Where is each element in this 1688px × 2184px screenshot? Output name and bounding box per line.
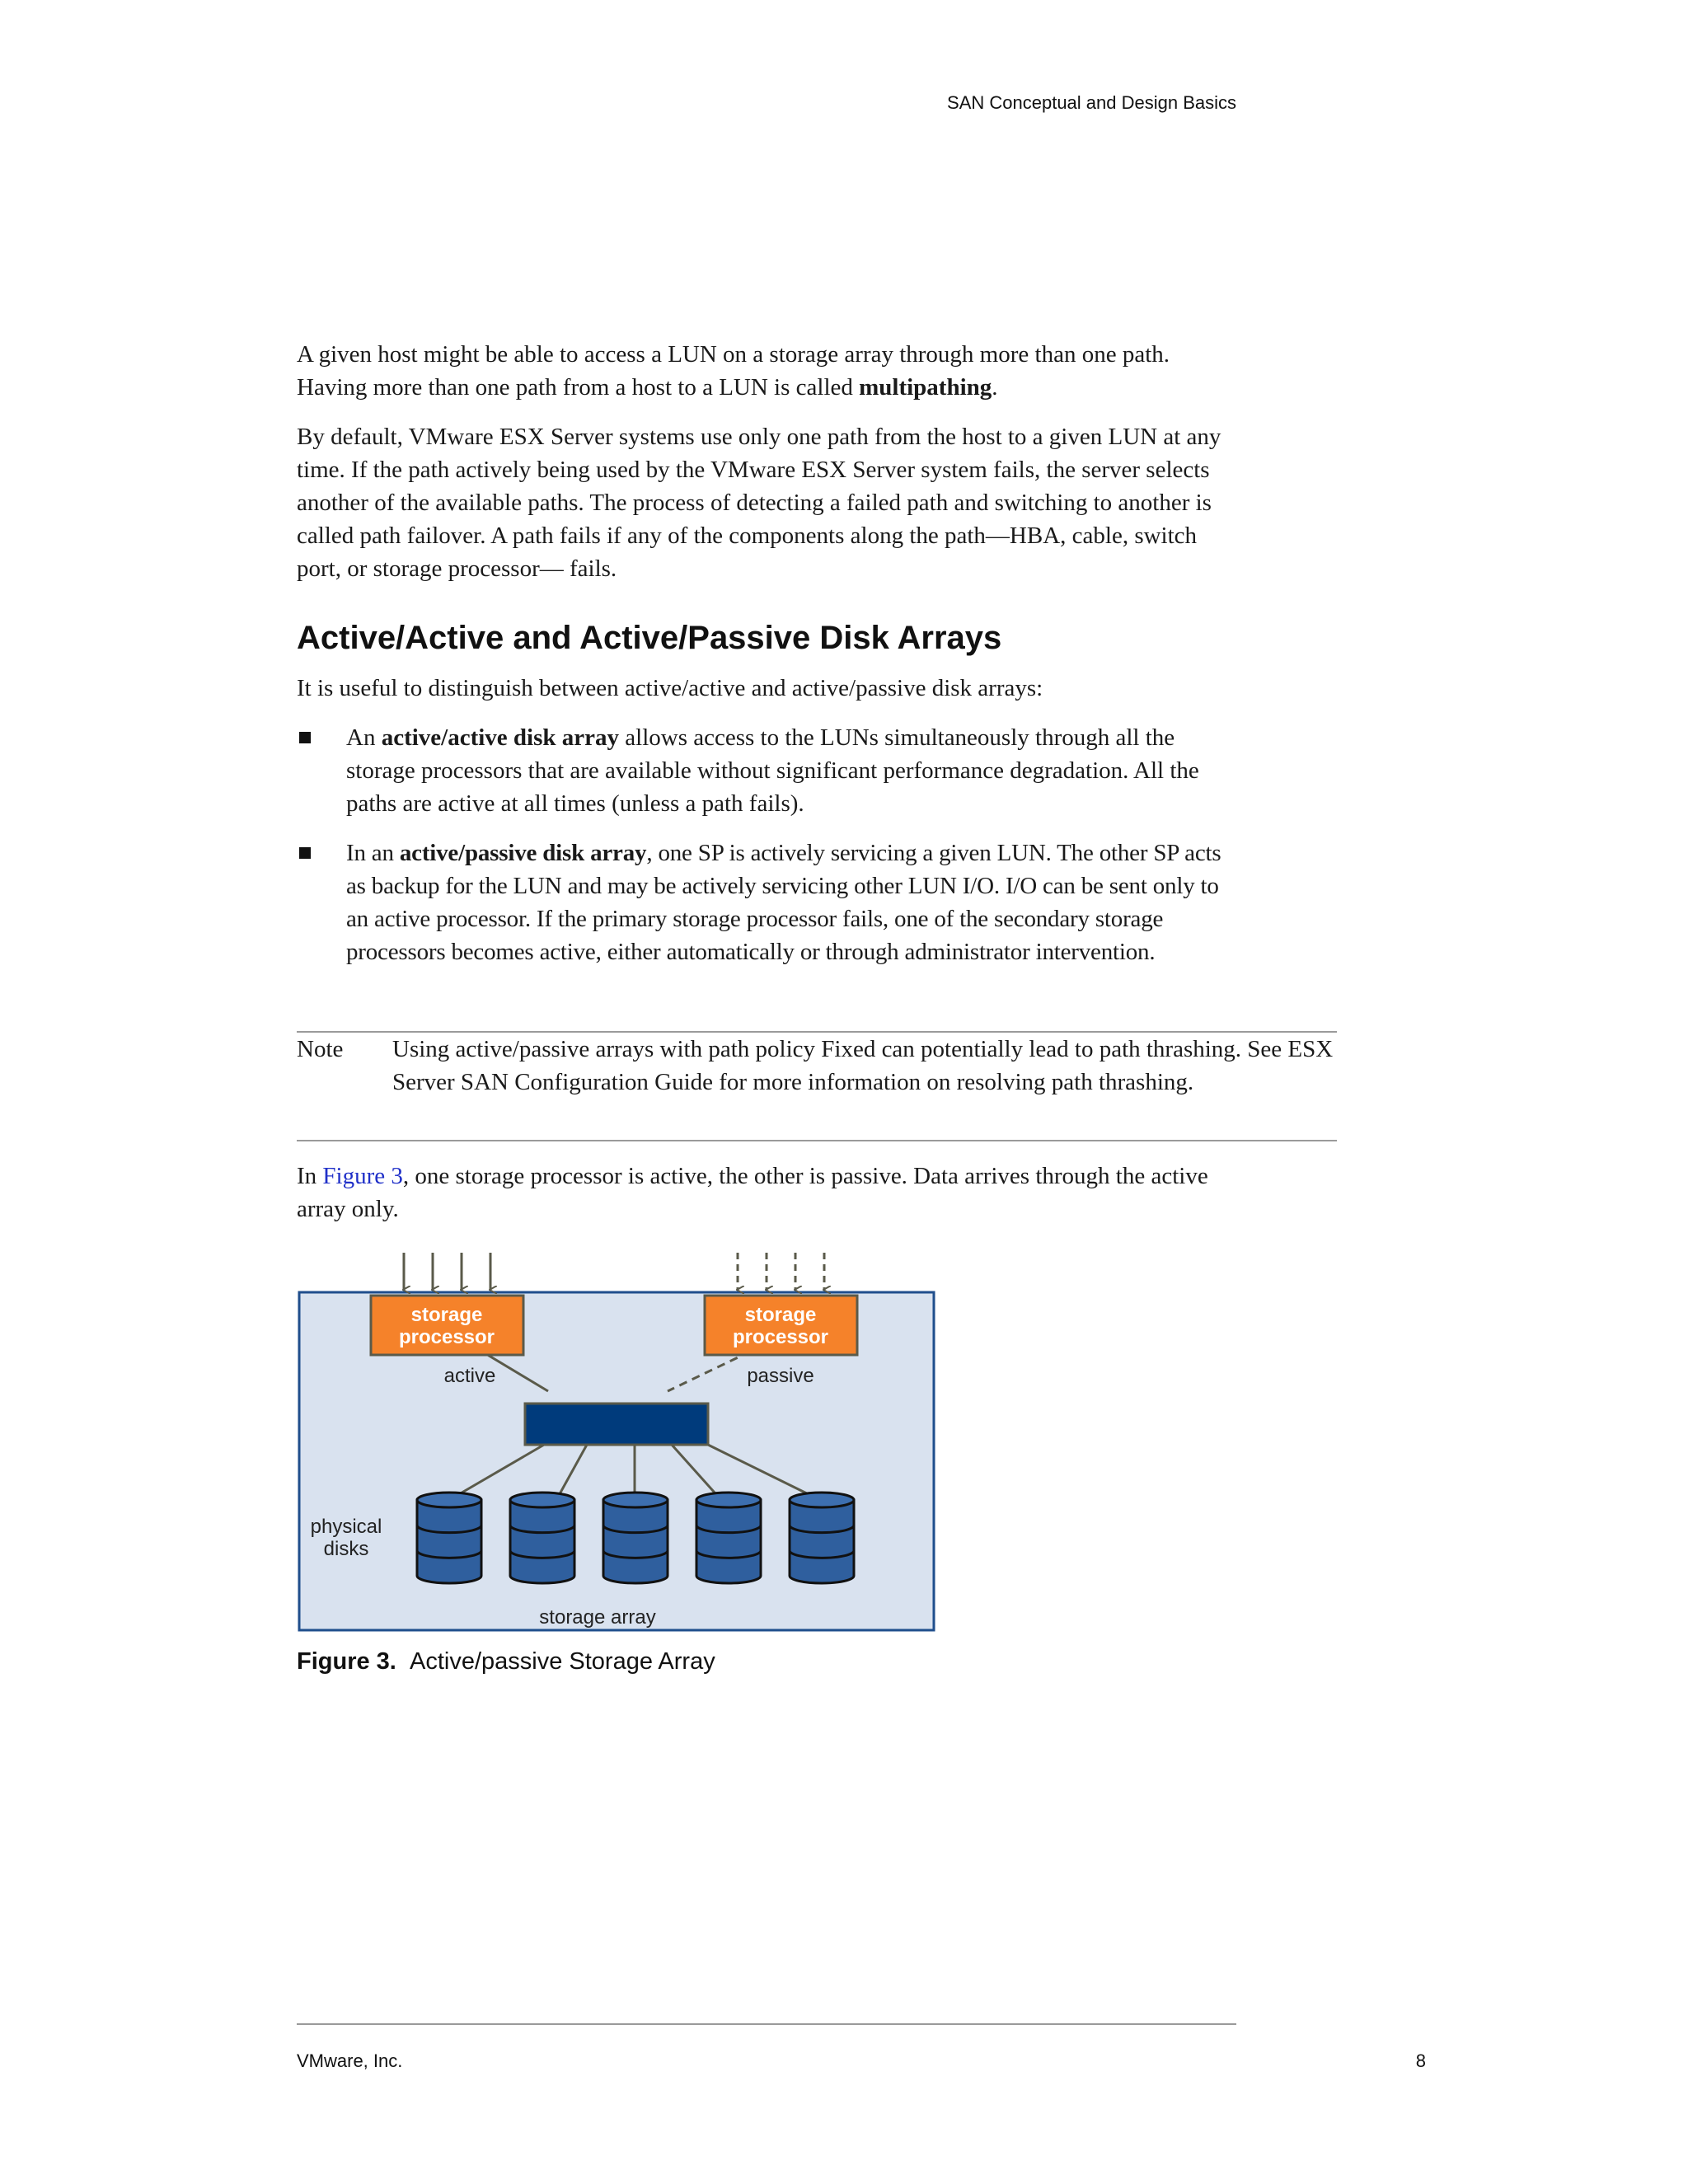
active-data-arrows [404, 1253, 490, 1290]
figure-3-link[interactable]: Figure 3 [322, 1163, 403, 1189]
footer-rule [297, 2023, 1236, 2025]
disk-icon [417, 1493, 481, 1583]
page-number: 8 [1415, 2050, 1426, 2071]
disk-icon [510, 1493, 574, 1583]
storage-array-label: storage array [539, 1606, 656, 1629]
sp-label-line2: processor [732, 1326, 829, 1348]
disk-icon [790, 1493, 854, 1583]
disk-icon [603, 1493, 668, 1583]
square-bullet-icon [299, 732, 311, 743]
bullet-text-post: allows access to the LUNs simultaneously through all the storage processors that are available without significant performance degradation. All the paths are active at all times (unless a path fails). [346, 724, 1199, 817]
figure-caption [297, 1648, 715, 1675]
bullet-text [346, 837, 1245, 968]
sp-label-line2: processor [398, 1326, 495, 1348]
physical-disks-group [417, 1493, 854, 1583]
passive-data-arrows [738, 1253, 824, 1290]
paragraph-text: A given host might be able to access a LUN on a storage array through more than one path. Having more than one path from a host to a LUN is called [297, 341, 1170, 401]
bullet-item-active-passive [297, 837, 1245, 968]
bullet-item-active-active [297, 721, 1245, 820]
passive-label: passive [747, 1365, 814, 1387]
term-active-passive: active/passive disk array [399, 840, 647, 866]
running-header: SAN Conceptual and Design Basics [947, 92, 1236, 113]
bullet-text-post: , one SP is actively servicing a given LUN. The other SP acts as backup for the LUN and may be actively servicing other LUN I/O. I/O can be sent only to an active processor. If the primary storage processor fails, one of the secondary storage processors becomes active, either automatically or through administrator intervention. [346, 840, 1221, 965]
paragraph-text-end: , one storage processor is active, the other is passive. Data arrives through the active array only. [297, 1163, 1208, 1222]
note-label: Note [297, 1036, 344, 1062]
paragraph-failover: By default, VMware ESX Server systems use only one path from the host to a given LUN at any time. If the path actively being used by the VMware ESX Server system fails, the server selects another of the available paths. The process of detecting a failed path and switching to another is called path failover. A path fails if any of the components along the path—HBA, cable, switch port, or storage processor— fails. [297, 424, 1221, 582]
active-label: active [443, 1365, 496, 1387]
sp-label-line1: storage [410, 1304, 483, 1326]
disks-label-line1: physical [310, 1516, 382, 1538]
note-bottom-rule [297, 1140, 1337, 1141]
bullet-text-pre: In an [346, 840, 400, 866]
paragraph-multipathing [297, 338, 1245, 404]
storage-processor-active [371, 1296, 523, 1355]
section-heading: Active/Active and Active/Passive Disk Arrays [297, 620, 1002, 656]
paragraph-text: In [297, 1163, 323, 1189]
footer-company: VMware, Inc. [297, 2050, 403, 2071]
term-active-active: active/active disk array [381, 724, 620, 751]
square-bullet-icon [299, 847, 311, 859]
bullet-text [346, 721, 1245, 820]
paragraph-text-end: . [992, 374, 998, 401]
bullet-text-pre: An [346, 724, 382, 751]
section-intro: It is useful to distinguish between active/active and active/passive disk arrays: [297, 675, 1043, 701]
controller-switch [525, 1404, 708, 1445]
disk-icon [696, 1493, 761, 1583]
term-multipathing: multipathing [859, 374, 992, 401]
paragraph-figure-intro [297, 1160, 1245, 1226]
storage-processor-passive [705, 1296, 857, 1355]
note-text: Using active/passive arrays with path policy Fixed can potentially lead to path thrashing. See ESX Server SAN Configuration Guide for more information on resolving path thrashing. [392, 1036, 1334, 1095]
caption-label: Figure 3. [297, 1648, 396, 1675]
caption-text: Active/passive Storage Array [409, 1648, 715, 1675]
disks-label-line2: disks [323, 1538, 369, 1560]
sp-label-line1: storage [744, 1304, 817, 1326]
storage-array-diagram [297, 1249, 940, 1648]
